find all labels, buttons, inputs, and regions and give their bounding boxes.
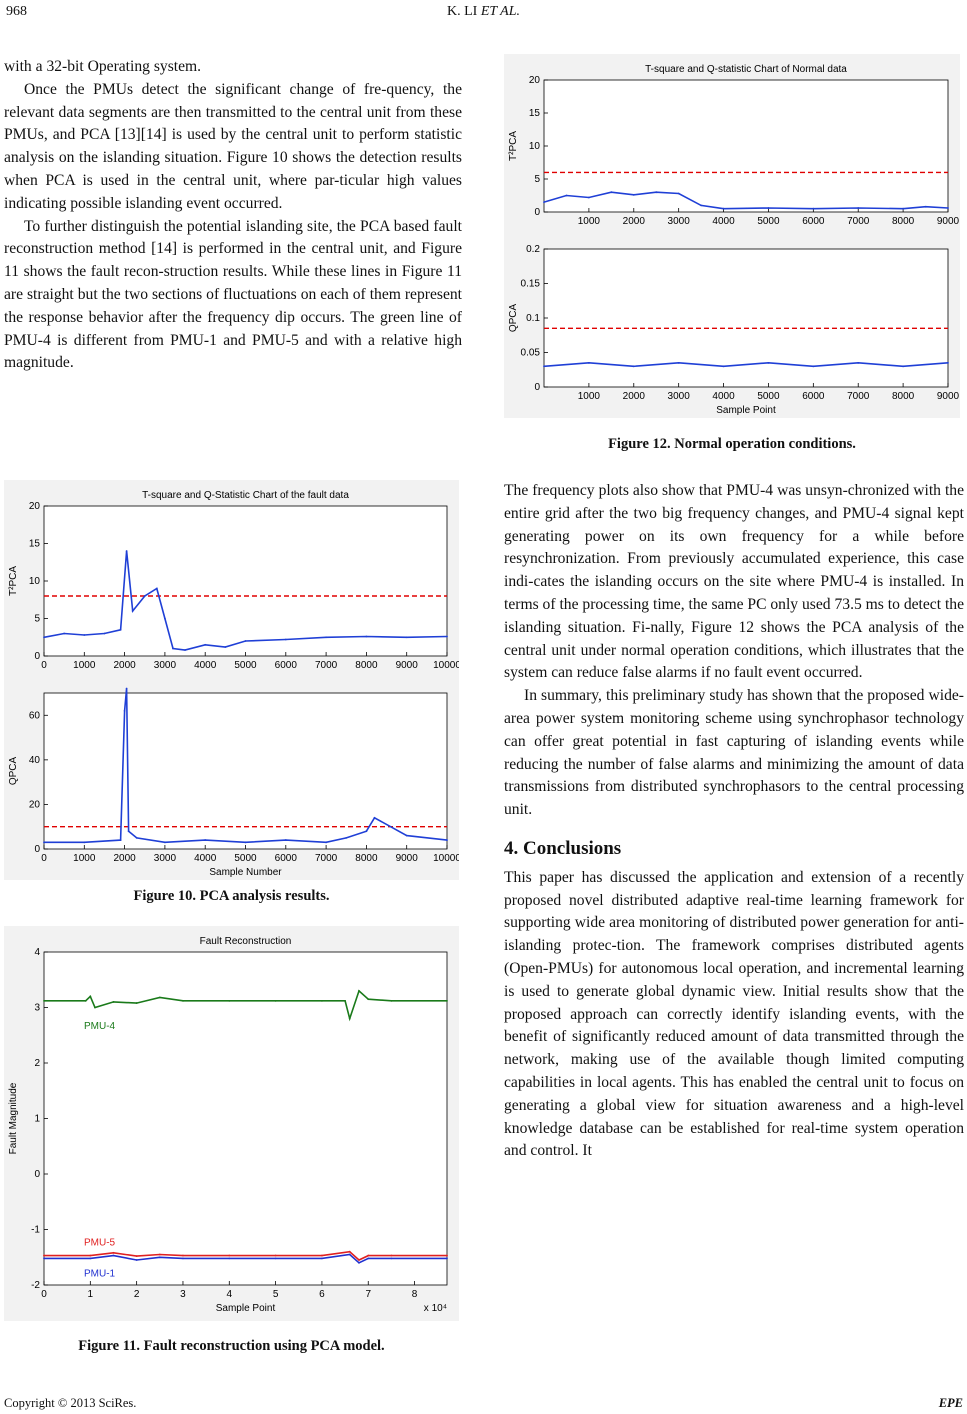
data-point — [126, 550, 128, 552]
y-tick-label: 15 — [28, 538, 40, 550]
data-point — [678, 193, 680, 195]
journal-abbrev: EPE — [938, 1396, 963, 1410]
plot-area — [44, 952, 447, 1285]
x-tick-label: 10000 — [433, 660, 459, 671]
chart-fig10-bottom — [4, 685, 459, 885]
x-tick-label: 10000 — [433, 853, 459, 864]
data-point — [85, 1000, 87, 1002]
data-point — [723, 365, 725, 367]
x-tick-label: 0 — [41, 1289, 47, 1300]
y-axis-label: T²PCA — [8, 566, 19, 596]
paragraph: Once the PMUs detect the significant change of fre-quency, the relevant data segments are then transmitted to the central unit from these PMUs, and PCA [13][14] is used by the central unit to perform statistic analysis on the islanding situation. Figure 10 shows the detection results when PCA is used in the central unit, where par-ticular high values indicating possible islanding event occurred. — [4, 80, 462, 212]
data-point — [349, 1254, 351, 1256]
y-tick-label: 0.1 — [526, 313, 540, 324]
y-tick-label: 20 — [28, 501, 40, 512]
data-point — [700, 205, 702, 207]
x-tick-label: 4000 — [194, 660, 217, 671]
data-point — [406, 636, 408, 638]
y-tick-label: 0 — [34, 1169, 40, 1180]
data-point — [633, 365, 635, 367]
x-tick-label: 8000 — [891, 216, 915, 227]
x-tick-label: 7000 — [314, 853, 338, 864]
data-point — [132, 610, 134, 612]
plot-area — [544, 249, 948, 387]
data-point — [136, 837, 138, 839]
data-point — [391, 1257, 393, 1259]
data-point — [43, 1255, 45, 1257]
right-column — [504, 480, 964, 1163]
data-point — [633, 194, 635, 196]
y-tick-label: 20 — [528, 75, 540, 86]
y-tick-label: 20 — [28, 799, 40, 811]
plot-area — [44, 693, 447, 849]
data-point — [349, 1251, 351, 1253]
x-tick-label: 2000 — [113, 660, 136, 671]
data-point — [768, 207, 770, 209]
data-point — [43, 636, 45, 638]
data-point — [43, 841, 45, 843]
y-tick-label: 3 — [34, 1002, 40, 1014]
data-point — [126, 688, 128, 690]
figure-12 — [504, 54, 960, 418]
series-label: PMU-1 — [84, 1268, 116, 1280]
y-tick-label: 60 — [28, 710, 40, 722]
y-tick-label: 0 — [534, 382, 540, 393]
x-tick-label: 5000 — [757, 216, 780, 227]
x-tick-label: 1000 — [73, 660, 96, 671]
data-point — [358, 1262, 360, 1264]
data-point — [374, 817, 376, 819]
data-point — [344, 1000, 346, 1002]
data-point — [159, 1256, 161, 1258]
data-point — [89, 996, 91, 998]
section-heading: 4. Conclusions — [504, 837, 622, 859]
y-tick-label: 4 — [34, 947, 40, 958]
data-point — [902, 208, 904, 210]
series-label: PMU-5 — [84, 1237, 116, 1249]
data-point — [325, 636, 327, 638]
data-point — [113, 1252, 115, 1254]
y-tick-label: 0 — [534, 207, 540, 218]
data-point — [83, 634, 85, 636]
data-point — [144, 595, 146, 597]
data-point — [566, 195, 568, 197]
data-point — [812, 208, 814, 210]
data-point — [136, 1259, 138, 1261]
data-point — [285, 839, 287, 841]
data-point — [204, 839, 206, 841]
data-point — [349, 1018, 351, 1020]
y-axis-label: QPCA — [8, 756, 19, 786]
x-axis-label: Sample Point — [215, 1303, 276, 1314]
data-point — [925, 206, 927, 208]
data-point — [947, 207, 949, 209]
y-tick-label: 10 — [528, 141, 540, 152]
x-tick-label: 9000 — [936, 391, 960, 402]
x-tick-label: 3000 — [667, 216, 690, 227]
chart-fig12-bottom — [504, 241, 960, 423]
data-point — [678, 362, 680, 364]
data-point — [164, 618, 166, 620]
data-point — [120, 629, 122, 631]
data-point — [275, 1257, 277, 1259]
y-tick-label: 0.2 — [526, 244, 540, 255]
data-point — [391, 1255, 393, 1257]
data-point — [588, 197, 590, 199]
x-tick-label: 6 — [319, 1289, 325, 1300]
data-point — [285, 639, 287, 641]
y-axis-label: Fault Magnitude — [8, 1082, 19, 1155]
x-axis-label: Sample Point — [716, 405, 776, 416]
paragraph: This paper has discussed the application and extension of a recently proposed novel distributed adaptive real-time learning framework for supporting wide area monitoring of distributed power generation for anti-islanding protec-tion. The framework comprises distributed agents (Open-PMUs) for autonomous local operation, and incremental learning is used to generate global dynamic view. Initial results show that the proposed approach can correctly identify islanding events, with the benefit of significantly reduced amount of data transmitted through the network, making use of the available though limited computing capabilities in local agents. This has enabled the central unit to focus on generating a global view for situation awareness and a high-level knowledge database can be established for real-time system operation and control. It — [504, 868, 964, 1160]
data-point — [245, 841, 247, 843]
x-tick-label: 3000 — [667, 391, 690, 402]
data-point — [184, 649, 186, 651]
data-point — [367, 1257, 369, 1259]
x-tick-label: 9000 — [395, 853, 418, 864]
chart-fig10-top — [4, 480, 459, 680]
x-tick-label: 6000 — [802, 391, 825, 402]
data-point — [446, 839, 448, 841]
y-tick-label: 10 — [28, 576, 40, 587]
data-point — [128, 830, 130, 832]
data-point — [89, 1255, 91, 1257]
x-tick-label: 8000 — [355, 660, 378, 671]
series-label: PMU-4 — [84, 1020, 116, 1032]
author-et-al: ET AL. — [480, 4, 520, 19]
data-point — [391, 1000, 393, 1002]
data-point — [543, 201, 545, 203]
x-tick-label: 3000 — [153, 660, 177, 671]
data-point — [610, 191, 612, 193]
x-tick-label: 8000 — [355, 853, 378, 864]
x-tick-label: 1 — [87, 1289, 94, 1300]
data-point — [94, 1007, 96, 1009]
running-authors — [0, 4, 967, 20]
x-axis-label: Sample Number — [209, 867, 282, 878]
data-point — [367, 1255, 369, 1257]
data-point — [857, 362, 859, 364]
x-tick-label: 7000 — [314, 660, 338, 671]
x-tick-label: 5000 — [234, 853, 257, 864]
data-point — [224, 646, 226, 648]
data-point — [446, 1257, 448, 1259]
data-point — [113, 1255, 115, 1257]
data-point — [83, 841, 85, 843]
x-tick-label: 8000 — [891, 391, 915, 402]
data-point — [89, 1257, 91, 1259]
x-tick-label: 2000 — [113, 853, 136, 864]
data-point — [182, 1000, 184, 1002]
data-point — [366, 636, 368, 638]
data-point — [63, 633, 65, 635]
y-tick-label: 15 — [528, 108, 540, 119]
data-point — [136, 1255, 138, 1257]
x-tick-label: 1000 — [577, 216, 601, 227]
data-point — [120, 839, 122, 841]
data-point — [406, 835, 408, 837]
figure-10 — [4, 480, 459, 880]
y-tick-label: 5 — [534, 174, 540, 185]
chart-fig11 — [4, 926, 459, 1321]
data-point — [812, 365, 814, 367]
y-tick-label: 0.15 — [520, 278, 540, 290]
data-point — [768, 362, 770, 364]
left-column — [4, 56, 462, 375]
data-point — [446, 636, 448, 638]
figure-11 — [4, 926, 459, 1321]
x-tick-label: 2000 — [622, 391, 645, 402]
y-axis-label: QPCA — [508, 303, 519, 333]
x-tick-label: 8 — [411, 1289, 418, 1300]
chart-title: T-square and Q-Statistic Chart of the fault data — [142, 490, 349, 501]
x-axis-exponent: x 10⁴ — [423, 1303, 447, 1314]
data-point — [358, 990, 360, 992]
data-point — [43, 1000, 45, 1002]
data-point — [182, 1255, 184, 1257]
x-tick-label: 6000 — [802, 216, 825, 227]
paragraph: To further distinguish the potential islanding site, the PCA based fault reconstruction method [14] is performed in the central unit, and Figure 11 shows the fault recon-struction results. While these lines in Figure 11 are straight but the two sections of fluctuations on each of them represent the response behavior after the frequency dip occurs. The green line of PMU-4 is different from PMU-1 and PMU-5 and with a relative high magnitude. — [4, 217, 462, 372]
x-tick-label: 4 — [226, 1289, 233, 1300]
chart-title: Fault Reconstruction — [199, 936, 292, 947]
x-tick-label: 2 — [133, 1289, 140, 1300]
x-tick-label: 4000 — [712, 391, 735, 402]
data-point — [588, 362, 590, 364]
data-point — [228, 1000, 230, 1002]
x-tick-label: 5 — [272, 1289, 279, 1300]
y-tick-label: 2 — [34, 1058, 40, 1069]
x-tick-label: 3 — [180, 1289, 186, 1300]
x-tick-label: 7 — [365, 1289, 372, 1300]
data-point — [857, 207, 859, 209]
data-point — [947, 362, 949, 364]
x-tick-label: 6000 — [274, 660, 297, 671]
data-point — [159, 997, 161, 999]
y-tick-label: 0 — [34, 651, 40, 662]
y-tick-label: 0 — [34, 844, 40, 855]
data-point — [723, 208, 725, 210]
data-point — [159, 1254, 161, 1256]
y-axis-label: T²PCA — [508, 131, 519, 161]
data-point — [367, 998, 369, 1000]
x-tick-label: 2000 — [622, 216, 645, 227]
x-tick-label: 9000 — [395, 660, 418, 671]
y-tick-label: -1 — [31, 1224, 40, 1236]
data-point — [446, 1000, 448, 1002]
data-point — [321, 1257, 323, 1259]
x-tick-label: 0 — [41, 853, 47, 864]
x-tick-label: 4000 — [712, 216, 735, 227]
figure-12-caption: Figure 12. Normal operation conditions. — [608, 436, 856, 452]
x-tick-label: 7000 — [847, 216, 870, 227]
data-point — [902, 365, 904, 367]
x-tick-label: 0 — [41, 660, 47, 671]
y-tick-label: 40 — [28, 754, 40, 766]
paragraph: In summary, this preliminary study has shown that the proposed wide-area power system monitoring scheme using synchrophasor technology can offer great potential in fast capturing of islanding events while reducing the number of false alarms and minimizing the amount of data transmissions from distributed synchrophasors to the central processing unit. — [504, 687, 964, 819]
running-header — [0, 0, 967, 22]
data-point — [104, 633, 106, 635]
x-tick-label: 3000 — [153, 853, 177, 864]
plot-area — [544, 80, 948, 212]
data-point — [164, 841, 166, 843]
y-tick-label: 5 — [34, 613, 40, 625]
data-point — [543, 365, 545, 367]
paragraph: The frequency plots also show that PMU-4 was unsyn-chronized with the entire grid after the two big frequency changes, and PMU-4 signal kept generating power on its own frequency for a while before resynchronization. From previously accumulated experience, this case indi-cates the islanding occurs on the site where PMU-4 is installed. In terms of the processing time, the same PC only used 73.5 ms to detect the islanding situation. Fi-nally, Figure 12 shows the PCA analysis of the central unit under normal operation conditions, which illustrates that the system can reduce false alarms if no fault event occurred. — [504, 482, 964, 682]
data-point — [204, 644, 206, 646]
data-point — [113, 1001, 115, 1003]
data-point — [275, 1255, 277, 1257]
copyright-notice: Copyright © 2013 SciRes. — [4, 1396, 137, 1410]
figure-11-caption: Figure 11. Fault reconstruction using PCA model. — [78, 1338, 385, 1354]
x-tick-label: 1000 — [73, 853, 96, 864]
paragraph: with a 32-bit Operating system. — [4, 58, 202, 75]
x-tick-label: 1000 — [577, 391, 601, 402]
x-tick-label: 4000 — [194, 853, 217, 864]
data-point — [655, 191, 657, 193]
chart-fig12-top — [504, 54, 960, 236]
data-point — [366, 830, 368, 832]
data-point — [182, 1257, 184, 1259]
page-number: 968 — [6, 4, 27, 19]
x-tick-label: 7000 — [847, 391, 870, 402]
y-tick-label: -2 — [31, 1280, 40, 1291]
data-point — [228, 1255, 230, 1257]
data-point — [345, 837, 347, 839]
data-point — [358, 1259, 360, 1261]
data-point — [321, 1255, 323, 1257]
data-point — [325, 841, 327, 843]
data-point — [228, 1257, 230, 1259]
data-point — [275, 1000, 277, 1002]
data-point — [156, 588, 158, 590]
data-point — [43, 1257, 45, 1259]
data-point — [172, 648, 174, 650]
data-point — [136, 1002, 138, 1004]
author-name: K. LI — [447, 4, 478, 19]
figure-10-caption: Figure 10. PCA analysis results. — [133, 888, 330, 904]
data-point — [321, 1000, 323, 1002]
y-tick-label: 1 — [34, 1113, 40, 1125]
data-point — [446, 1255, 448, 1257]
y-tick-label: 0.05 — [520, 347, 540, 359]
x-tick-label: 6000 — [274, 853, 297, 864]
x-tick-label: 5000 — [757, 391, 780, 402]
chart-title: T-square and Q-statistic Chart of Normal data — [645, 64, 847, 75]
data-point — [124, 710, 126, 712]
x-tick-label: 9000 — [936, 216, 960, 227]
data-point — [245, 640, 247, 642]
x-tick-label: 5000 — [234, 660, 257, 671]
